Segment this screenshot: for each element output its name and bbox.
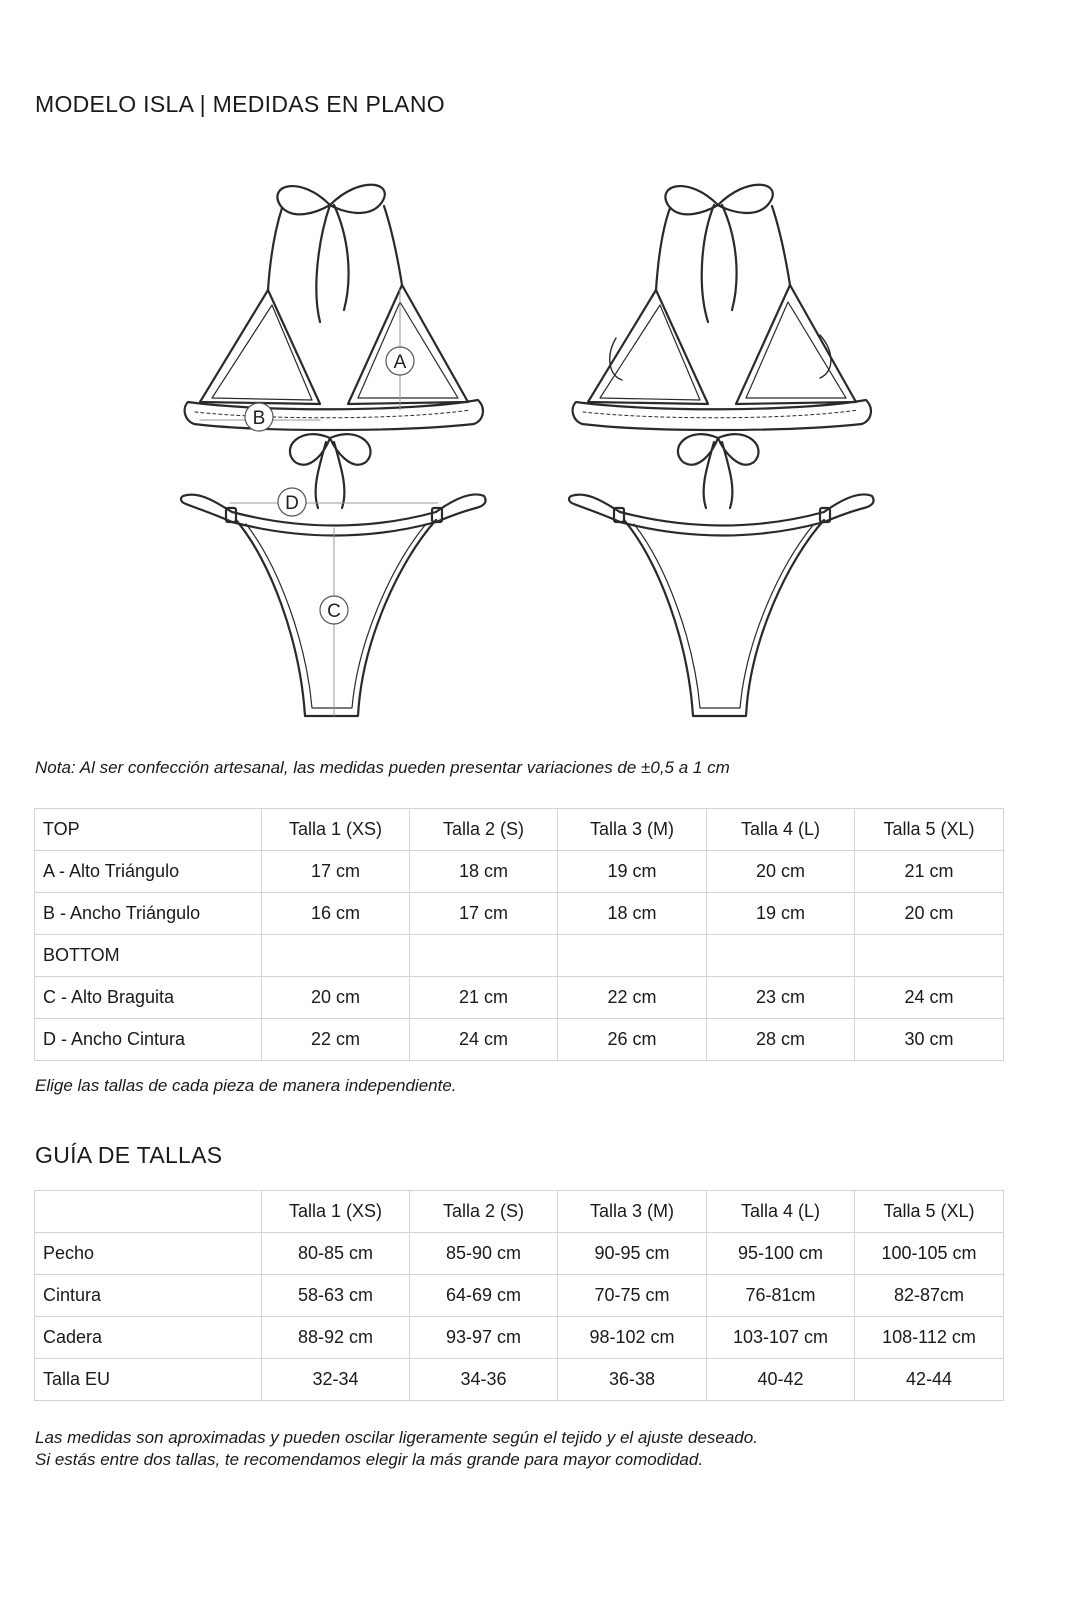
table-cell: 23 cm [707,977,855,1019]
table-row [35,1359,1004,1401]
table-row [35,1233,1004,1275]
measurement-note: Nota: Al ser confección artesanal, las medidas pueden presentar variaciones de ±0,5 a 1 cm [35,758,730,777]
table-cell: 22 cm [558,977,707,1019]
table-cell: 19 cm [558,851,707,893]
row-label: D - Ancho Cintura [35,1019,262,1061]
table-cell: 32-34 [262,1359,410,1401]
table-cell: 76-81cm [707,1275,855,1317]
table-row [35,851,1004,893]
table-header-row [35,809,1004,851]
size-header: Talla 4 (L) [707,1191,855,1233]
table-row [35,1317,1004,1359]
table-cell: 24 cm [855,977,1004,1019]
table-cell: 103-107 cm [707,1317,855,1359]
marker-a [386,347,414,375]
size-guide-title: GUÍA DE TALLAS [35,1142,223,1168]
footer-note-approximate: Las medidas son aproximadas y pueden oscilar ligeramente según el tejido y el ajuste deseado. [35,1428,758,1447]
size-header: Talla 3 (M) [558,809,707,851]
table-cell: 24 cm [410,1019,558,1061]
table-cell: 100-105 cm [855,1233,1004,1275]
table-row [35,1275,1004,1317]
corner-cell [35,1191,262,1233]
bikini-back-view [569,185,874,716]
table-cell: 36-38 [558,1359,707,1401]
table-cell: 28 cm [707,1019,855,1061]
table-cell: 88-92 cm [262,1317,410,1359]
size-header: Talla 1 (XS) [262,809,410,851]
table-cell: 95-100 cm [707,1233,855,1275]
size-header: Talla 5 (XL) [855,809,1004,851]
table-cell: 16 cm [262,893,410,935]
table-row [35,1019,1004,1061]
table-cell: 80-85 cm [262,1233,410,1275]
marker-d [278,488,306,516]
size-header: Talla 4 (L) [707,809,855,851]
table-cell: 85-90 cm [410,1233,558,1275]
row-label: Talla EU [35,1359,262,1401]
table-cell: 18 cm [410,851,558,893]
table-cell [855,935,1004,977]
table-cell: 30 cm [855,1019,1004,1061]
table-cell: 42-44 [855,1359,1004,1401]
table-cell [410,935,558,977]
table-cell: 90-95 cm [558,1233,707,1275]
marker-c [320,596,348,624]
independent-sizes-hint: Elige las tallas de cada pieza de manera independiente. [35,1076,457,1095]
row-label: Pecho [35,1233,262,1275]
table-cell: 26 cm [558,1019,707,1061]
table-cell: 19 cm [707,893,855,935]
table-cell: 17 cm [410,893,558,935]
footer-notes [35,1427,758,1471]
table-cell: 40-42 [707,1359,855,1401]
table-cell: 18 cm [558,893,707,935]
footer-note-between-sizes: Si estás entre dos tallas, te recomendamos elegir la más grande para mayor comodidad. [35,1450,704,1469]
row-label: A - Alto Triángulo [35,851,262,893]
table-cell: 21 cm [855,851,1004,893]
svg-text:A: A [393,352,407,373]
bikini-flat-drawing [160,165,920,735]
table-section-top: TOP [35,809,262,851]
marker-b [245,403,273,431]
row-label: B - Ancho Triángulo [35,893,262,935]
table-row [35,935,1004,977]
table-cell: 21 cm [410,977,558,1019]
table-cell: 20 cm [855,893,1004,935]
size-header: Talla 5 (XL) [855,1191,1004,1233]
table-cell: 34-36 [410,1359,558,1401]
table-header-row [35,1191,1004,1233]
table-cell: 20 cm [707,851,855,893]
size-header: Talla 3 (M) [558,1191,707,1233]
row-label: C - Alto Braguita [35,977,262,1019]
row-label: Cintura [35,1275,262,1317]
table-cell [262,935,410,977]
table-cell: 20 cm [262,977,410,1019]
table-cell: 17 cm [262,851,410,893]
table-cell: 64-69 cm [410,1275,558,1317]
page-title: MODELO ISLA | MEDIDAS EN PLANO [35,91,445,117]
svg-text:C: C [327,601,341,622]
table-cell: 108-112 cm [855,1317,1004,1359]
table-row [35,893,1004,935]
table-cell: 98-102 cm [558,1317,707,1359]
size-header: Talla 2 (S) [410,1191,558,1233]
table-cell: 22 cm [262,1019,410,1061]
svg-text:D: D [285,493,299,514]
table-cell [558,935,707,977]
size-header: Talla 1 (XS) [262,1191,410,1233]
measurements-table [34,808,1004,1061]
size-header: Talla 2 (S) [410,809,558,851]
table-cell: 93-97 cm [410,1317,558,1359]
svg-text:B: B [252,408,266,429]
bikini-front-view [181,185,486,716]
table-cell: 58-63 cm [262,1275,410,1317]
table-section-bottom: BOTTOM [35,935,262,977]
size-guide-table [34,1190,1004,1401]
row-label: Cadera [35,1317,262,1359]
table-row [35,977,1004,1019]
table-cell: 82-87cm [855,1275,1004,1317]
table-cell: 70-75 cm [558,1275,707,1317]
table-cell [707,935,855,977]
